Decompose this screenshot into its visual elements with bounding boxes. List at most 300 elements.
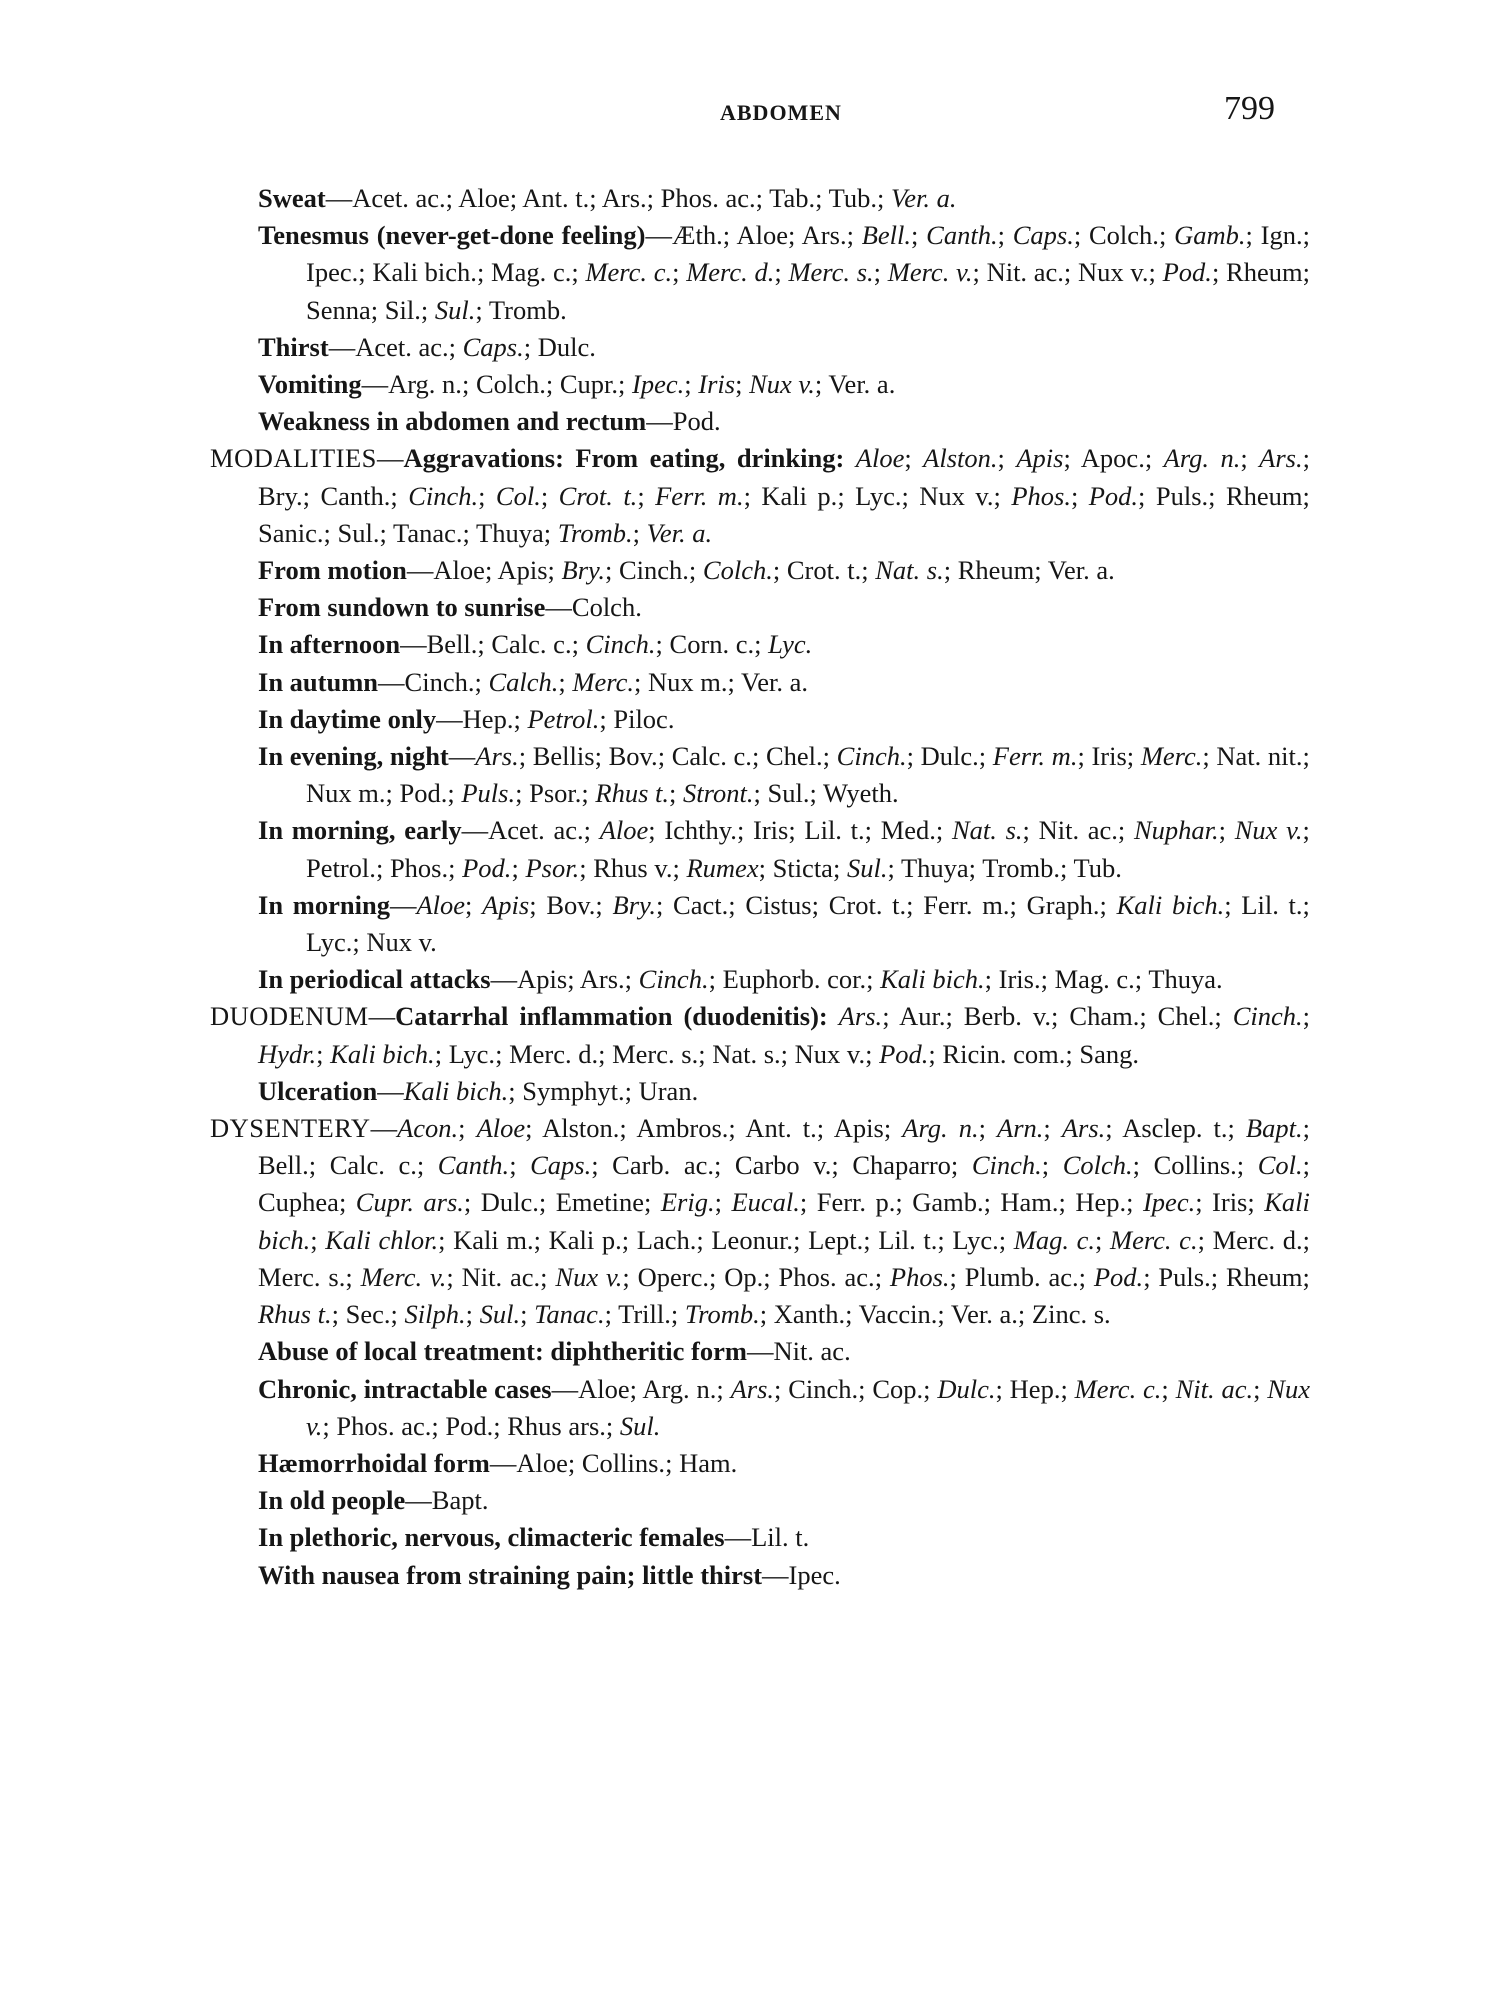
remedy: Pod. [462,852,512,883]
remedy: Sul. [337,517,380,548]
remedy: Plumb. ac. [964,1261,1079,1292]
sub-rubric: Chronic, intractable cases—Aloe; Arg. n.; Ars.; Cinch.; Cop.; Dulc.; Hep.; Merc. c.; Nit. ac.; Nux v.; Phos. ac.; Pod.; Rhus ars.; Sul. [258,1373,1310,1441]
rubric-heading: MODALITIES [210,443,377,474]
remedy: Tub. [828,183,878,213]
remedy: Sang. [1079,1038,1139,1069]
rubric-heading: In evening, night [258,741,449,772]
remedy: Mag. c. [1054,964,1135,995]
remedy: Sec. [345,1299,391,1330]
remedy: Vaccin. [858,1299,938,1330]
rubric-heading: Sweat [258,183,326,213]
remedy: Iris. [998,964,1041,995]
remedy: Canth. [926,220,998,251]
remedy: Lil. t. [804,815,865,846]
remedy: Kali bich. [403,1075,509,1106]
remedy: Thuya [476,517,544,548]
sub-rubric: In morning, early—Acet. ac.; Aloe; Ichthy.; Iris; Lil. t.; Med.; Nat. s.; Nit. ac.; Nuphar.; Nux v.; Petrol.; Phos.; Pod.; Psor.; Rhus v.; Rumex; Sticta; Sul.; Thuya; Tromb.; Tub. [258,815,1310,883]
remedy: Aur. [899,1001,946,1032]
remedy: Calc. c. [329,1150,417,1181]
sub-rubric: Thirst—Acet. ac.; Caps.; Dulc. [258,331,596,362]
remedy: Iris [1091,741,1127,772]
remedy: Colch. [571,592,642,623]
remedy: Nux v. [749,369,815,400]
remedy: Thuya [900,852,969,883]
remedy: Merc. v. [360,1261,447,1292]
remedy: Ver. a. [891,183,957,213]
remedy: Nit. ac. [773,1336,851,1367]
remedy: Emetine [555,1187,645,1218]
remedy: Rhus t. [595,778,670,809]
remedy: Ver. a. [828,369,896,400]
remedy: Phos. ac. [336,1410,432,1441]
remedy: Rumex [686,852,759,883]
remedy: Rhus ars. [507,1410,606,1441]
remedy: Rhus t. [258,1299,332,1330]
sub-rubric: In morning—Aloe; Apis; Bov.; Bry.; Cact.; Cistus; Crot. t.; Ferr. m.; Graph.; Kali bich.; Lil. t.; Lyc.; Nux v. [258,889,1310,958]
remedy: Tromb. [557,517,633,548]
remedy: Calc. c. [491,629,572,660]
remedy: Apoc. [1080,443,1145,474]
remedy: Asclep. t. [1122,1113,1228,1144]
remedy: Arg. n. [902,1113,979,1144]
remedy: Apis [1016,443,1064,474]
remedy: Aloe [476,1113,526,1144]
remedy: Rheum [1225,1261,1303,1292]
remedy: Graph. [1026,889,1100,920]
remedy: Nit. ac. [1038,815,1118,846]
remedy: Phos. [889,1261,950,1292]
remedy: Ars. [475,741,519,772]
remedy: Lyc. [306,927,353,958]
remedy: Aloe [736,220,788,251]
remedy: Ars. [838,1001,883,1032]
remedy: Bell. [258,1150,309,1181]
remedy: Calc. c. [671,741,752,772]
remedy: Nux v. [306,1373,1310,1441]
remedy: Dulc. [480,1187,539,1218]
remedy: Merc. [1140,741,1203,772]
remedy: Ichthy. [664,815,737,846]
remedy: Tromb. [488,294,567,325]
remedy: Cinch. [638,964,709,995]
sub-rubric: From motion—Aloe; Apis; Bry.; Cinch.; Colch.; Crot. t.; Nat. s.; Rheum; Ver. a. [258,555,1115,586]
remedy: Chaparro [852,1150,951,1181]
sub-rubric: From sundown to sunrise—Colch. [258,592,642,623]
remedy: Tanac. [534,1299,605,1330]
remedy: Zinc. s. [1031,1299,1111,1330]
remedy: Apis [482,889,530,920]
rubric-heading: With nausea from straining pain; little thirst [258,1559,763,1590]
remedy: Nux v. [555,1261,623,1292]
remedy: Sul. [479,1299,521,1330]
remedy: Op. [724,1261,764,1292]
remedy: Ars. [1061,1113,1106,1144]
remedy: Ferr. m. [655,480,744,511]
rubric-subheading: Aggravations: From eating, drinking: [403,443,845,474]
remedy: Senna [306,294,371,325]
remedy: Bellis [532,741,595,772]
rubric-heading: From motion [258,555,407,586]
remedy: Puls. [461,778,516,809]
remedy: Col. [495,480,541,511]
remedy: Merc. s. [258,1261,346,1292]
remedy: Hep. [1009,1373,1061,1404]
remedy: Cupr. [559,369,619,400]
remedy: Iris [1212,1187,1248,1218]
remedy: Hep. [462,703,514,734]
remedy: Operc. [637,1261,709,1292]
remedy: Arg. n. [642,1373,717,1404]
remedy: Merc. s. [612,1038,699,1069]
remedy: Kali p. [761,480,838,511]
remedy: Rheum [957,555,1035,586]
remedy: Nux v. [1234,815,1303,846]
remedy: Ign. [1260,220,1303,251]
remedy: Gamb. [1174,220,1246,251]
remedy: Psor. [529,778,582,809]
remedy: Cop. [872,1373,924,1404]
remedy: Nat. nit. [1216,741,1303,772]
remedy: Bapt. [1245,1113,1303,1144]
remedy: Ver. a. [646,517,713,548]
remedy: Rheum [1225,480,1303,511]
remedy: Merc. c. [1074,1373,1162,1404]
remedy: Chel. [1157,1001,1215,1032]
remedy: Med. [880,815,936,846]
remedy: Ambros. [636,1113,729,1144]
remedy: Nux m. [647,666,728,697]
remedy: Phos. [389,852,449,883]
remedy: Nit. ac. [1175,1373,1254,1404]
remedy: Bry. [612,889,656,920]
remedy: Æth. [671,220,723,251]
remedy: Phos. [1011,480,1071,511]
remedy: Tub. [1073,852,1122,883]
remedy: Carb. ac. [612,1150,714,1181]
remedy: Sanic. [258,517,324,548]
remedy: Caps. [1012,220,1074,251]
remedy: Lyc. [768,629,813,660]
remedy: Aloe [599,815,649,846]
remedy: Acet. ac. [488,815,584,846]
rubric-heading: Hæmorrhoidal form [258,1447,490,1478]
remedy: Ars. [579,964,625,995]
rubric-heading: DYSENTERY [210,1113,371,1144]
remedy: Tab. [769,183,816,213]
remedy: Pod. [672,406,721,437]
remedy: Crot. t. [786,555,862,586]
remedy: Apis [833,1113,884,1144]
remedy: Ars. [801,220,847,251]
remedy: Leonur. [711,1224,794,1255]
remedy: Colch. [1062,1150,1133,1181]
remedy: Eucal. [731,1187,800,1218]
remedy: Kali bich. [372,257,477,288]
remedy: Trill. [618,1299,671,1330]
remedy: Arn. [997,1113,1044,1144]
remedy: Berb. v. [963,1001,1052,1032]
remedy: Phos. ac. [660,183,756,213]
rubric-heading: Abuse of local treatment: diphtheritic form [258,1336,747,1367]
remedy: Bapt. [431,1485,489,1516]
rubric-heading: In morning [258,889,390,920]
remedy: Cact. [673,889,729,920]
remedy: Rheum [1226,257,1303,288]
remedy: Psor. [525,852,580,883]
remedy: Iris [753,815,789,846]
remedy: Erig. [660,1187,715,1218]
remedy: Sul. [846,852,888,883]
remedy: Lil. t. [751,1522,810,1553]
remedy: Hep. [1075,1187,1127,1218]
remedy: Sul. [434,294,476,325]
remedy: Bry. [561,555,605,586]
remedy: Cham. [1069,1001,1140,1032]
remedy: Ver. a. [1047,555,1115,586]
remedy: Ferr. p. [816,1187,896,1218]
remedy: Cistus [745,889,812,920]
remedy: Merc. d. [1212,1224,1303,1255]
sub-rubric: In plethoric, nervous, climacteric females—Lil. t. [258,1522,810,1553]
remedy: Nux v. [366,927,437,958]
rubric-heading: Ulceration [258,1075,378,1106]
remedy: Crot. t. [828,889,907,920]
remedy: Aloe [458,183,510,213]
remedy: Ricin. com. [942,1038,1066,1069]
remedy: Canth. [437,1150,510,1181]
main-rubric: MODALITIES—Aggravations: From eating, drinking: Aloe; Alston.; Apis; Apoc.; Arg. n.; Ars.; Bry.; Canth.; Cinch.; Col.; Crot. t.; Ferr. m.; Kali p.; Lyc.; Nux v.; Phos.; Pod.; Puls.; Rheum; Sanic.; Sul.; Tanac.; Thuya; Tromb.; Ver. a. [210,443,1310,548]
remedy: Bov. [608,741,658,772]
remedy: Merc. c. [1110,1224,1198,1255]
remedy: Corn. c. [669,629,755,660]
remedy: Tanac. [393,517,463,548]
remedy: Ant. t. [745,1113,817,1144]
sub-rubric: In evening, night—Ars.; Bellis; Bov.; Calc. c.; Chel.; Cinch.; Dulc.; Ferr. m.; Iris; Merc.; Nat. nit.; Nux m.; Pod.; Puls.; Psor.; Rhus t.; Stront.; Sul.; Wyeth. [258,741,1310,809]
sub-rubric: In afternoon—Bell.; Calc. c.; Cinch.; Corn. c.; Lyc. [258,629,813,660]
remedy: Sul. [767,778,810,809]
sub-rubric: In autumn—Cinch.; Calch.; Merc.; Nux m.; Ver. a. [258,666,808,697]
remedy: Cinch. [788,1373,859,1404]
remedy: Dulc. [920,741,979,772]
remedy: Symphyt. [522,1075,625,1106]
remedy: Collins. [581,1447,666,1478]
remedy: Caps. [462,331,524,362]
rubric-subheading: Catarrhal inflammation (duodenitis): [395,1001,828,1032]
remedy: Nit. ac. [986,257,1064,288]
remedy: Aloe [433,555,485,586]
rubric-heading: From sundown to sunrise [258,592,546,623]
remedy: Aloe [416,889,466,920]
remedy: Lil. t. [878,1224,938,1255]
rubric-heading: In plethoric, nervous, climacteric females [258,1522,725,1553]
remedy: Ant. t. [522,183,590,213]
remedy: Ham. [1000,1187,1059,1218]
remedy: Lyc. [952,1224,999,1255]
remedy: Wyeth. [822,778,899,809]
remedy: Ferr. m. [992,741,1078,772]
remedy: Nuphar. [1133,815,1219,846]
remedy: Acon. [397,1113,459,1144]
remedy: Apis [517,964,568,995]
rubric-heading: In old people [258,1485,406,1516]
remedy: Ver. a. [741,666,808,697]
remedy: Cuphea [258,1187,339,1218]
remedy: Ipec. [788,1559,841,1590]
remedy: Chel. [765,741,823,772]
remedy: Cinch. [1232,1001,1303,1032]
remedy: Ver. a. [950,1299,1018,1330]
sub-rubric: Tenesmus (never-get-done feeling)—Æth.; Aloe; Ars.; Bell.; Canth.; Caps.; Colch.; Gamb.; Ign.; Ipec.; Kali bich.; Mag. c.; Merc. c.; Merc. d.; Merc. s.; Merc. v.; Nit. ac.; Nux v.; Pod.; Rheum; Senna; Sil.; Sul.; Tromb. [258,220,1310,325]
remedy: Ipec. [1142,1187,1196,1218]
remedy: Lil. t. [1241,889,1303,920]
remedy: Petrol. [306,852,376,883]
remedy: Pod. [1162,257,1212,288]
rubric-heading: Tenesmus (never-get-done feeling) [258,220,646,251]
sub-rubric: Weakness in abdomen and rectum—Pod. [258,406,721,437]
remedy: Puls. [1155,480,1209,511]
remedy: Merc. v. [887,257,973,288]
remedy: Cupr. ars. [355,1187,464,1218]
remedy: Nat. s. [875,555,944,586]
remedy: Lach. [636,1224,697,1255]
remedy: Stront. [683,778,754,809]
remedy: Xanth. [773,1299,846,1330]
sub-rubric: Sweat—Acet. ac.; Aloe; Ant. t.; Ars.; Phos. ac.; Tab.; Tub.; Ver. a. [258,183,957,213]
remedy: Ham. [679,1447,738,1478]
remedy: Cinch. [585,629,656,660]
remedy: Nux m. [306,778,386,809]
remedy: Silph. [404,1299,466,1330]
remedy: Kali bich. [330,1038,435,1069]
remedy: Nat. s. [951,815,1023,846]
remedy: Nit. ac. [461,1261,541,1292]
remedy: Iris [698,369,736,400]
remedy: Cinch. [404,666,475,697]
remedy: Lyc. [448,1038,496,1069]
remedy: Kali p. [548,1224,622,1255]
remedy: Cinch. [971,1150,1042,1181]
remedy: Alston. [542,1113,620,1144]
sub-rubric: Ulceration—Kali bich.; Symphyt.; Uran. [258,1075,699,1106]
remedy: Bry. [258,480,303,511]
remedy: Mag. c. [491,257,572,288]
remedy: Tromb. [684,1299,760,1330]
remedy: Calch. [488,666,559,697]
remedy: Tromb. [982,852,1061,883]
remedy: Piloc. [613,703,675,734]
remedy: Merc. [572,666,634,697]
main-rubric: DYSENTERY—Acon.; Aloe; Alston.; Ambros.; Ant. t.; Apis; Arg. n.; Arn.; Ars.; Asclep. t.; Bapt.; Bell.; Calc. c.; Canth.; Caps.; Carb. ac.; Carbo v.; Chaparro; Cinch.; Colch.; Collins.; Col.; Cuphea; Cupr. ars.; Dulc.; Emetine; Erig.; Eucal.; Ferr. p.; Gamb.; Ham.; Hep.; Ipec.; Iris; Kali bich.; Kali chlor.; Kali m.; Kali p.; Lach.; Leonur.; Lept.; Lil. t.; Lyc.; Mag. c.; Merc. c.; Merc. d.; Merc. s.; Merc. v.; Nit. ac.; Nux v.; Operc.; Op.; Phos. ac.; Phos.; Plumb. ac.; Pod.; Puls.; Rheum; Rhus t.; Sec.; Silph.; Sul.; Tanac.; Trill.; Tromb.; Xanth.; Vaccin.; Ver. a.; Zinc. s. [210,1113,1310,1330]
rubric-heading: In periodical attacks [258,964,491,995]
remedy: Colch. [475,369,546,400]
remedy: Pod. [399,778,448,809]
rubric-heading: Chronic, intractable cases [258,1373,552,1404]
remedy: Pod. [1093,1261,1144,1292]
rubric-heading: In autumn [258,666,379,697]
rubric-heading: In daytime only [258,703,437,734]
sub-rubric: In daytime only—Hep.; Petrol.; Piloc. [258,703,675,734]
remedy: Pod. [879,1038,929,1069]
remedy: Cinch. [618,555,689,586]
remedy: Kali bich. [880,964,985,995]
page-number: 799 [1224,90,1275,127]
remedy: Col. [1257,1150,1303,1181]
remedy: Thuya. [1148,964,1223,995]
remedy: Nux v. [794,1038,866,1069]
remedy: Bell. [426,629,478,660]
remedy: Nat. s. [712,1038,781,1069]
running-head: ABDOMEN [720,100,842,125]
main-rubric: DUODENUM—Catarrhal inflammation (duodenitis): Ars.; Aur.; Berb. v.; Cham.; Chel.; Cinch.; Hydr.; Kali bich.; Lyc.; Merc. d.; Merc. s.; Nat. s.; Nux v.; Pod.; Ricin. com.; Sang. [210,1001,1311,1069]
remedy: Ars. [601,183,647,213]
sub-rubric: Abuse of local treatment: diphtheritic form—Nit. ac. [258,1336,851,1367]
remedy: Nux v. [919,480,994,511]
remedy: Aloe [578,1373,630,1404]
remedy: Lept. [808,1224,864,1255]
rubric-heading: In afternoon [258,629,401,660]
remedy: Kali bich. [1116,889,1225,920]
remedy: Nux v. [1078,257,1149,288]
remedy: Sul. [619,1410,661,1441]
remedy: Carbo v. [734,1150,832,1181]
remedy: Dulc. [937,1373,996,1404]
remedy: Colch. [1089,220,1159,251]
sub-rubric: Vomiting—Arg. n.; Colch.; Cupr.; Ipec.; Iris; Nux v.; Ver. a. [258,369,896,400]
remedy: Merc. d. [509,1038,599,1069]
rubric-heading: Weakness in abdomen and rectum [258,406,647,437]
remedy: Kali m. [453,1224,534,1255]
remedy: Acet. ac. [355,331,449,362]
remedy: Mag. c. [1013,1224,1095,1255]
remedy: Bov. [546,889,596,920]
repertory-entries [210,180,1310,1594]
remedy: Aloe [516,1447,568,1478]
remedy: Alston. [923,443,998,474]
rubric-heading: Thirst [258,331,329,362]
remedy: Euphorb. cor. [722,964,867,995]
remedy: Sil. [384,294,421,325]
remedy: Ipec. [306,257,359,288]
remedy: Sticta [772,852,833,883]
remedy: Gamb. [912,1187,984,1218]
remedy: Merc. c. [585,257,673,288]
sub-rubric: With nausea from straining pain; little thirst—Ipec. [258,1559,841,1590]
remedy: Collins. [1153,1150,1237,1181]
remedy: Ferr. m. [923,889,1010,920]
remedy: Kali chlor. [325,1224,439,1255]
remedy: Dulc. [537,331,596,362]
remedy: Pod. [445,1410,494,1441]
rubric-heading: In morning, early [258,815,462,846]
remedy: Aloe [855,443,905,474]
remedy: Ars. [730,1373,775,1404]
remedy: Caps. [530,1150,592,1181]
remedy: Cinch. [408,480,479,511]
remedy: Acet. ac. [352,183,446,213]
remedy: Ars. [1259,443,1303,474]
remedy: Colch. [702,555,773,586]
remedy: Rhus v. [593,852,673,883]
remedy: Cinch. [836,741,907,772]
remedy: Arg. n. [388,369,462,400]
remedy: Uran. [638,1075,699,1106]
remedy: Phos. ac. [778,1261,875,1292]
remedy: Puls. [1158,1261,1211,1292]
remedy: Ipec. [632,369,685,400]
sub-rubric: In old people—Bapt. [258,1485,489,1516]
remedy: Canth. [320,480,391,511]
remedy: Arg. n. [1163,443,1241,474]
